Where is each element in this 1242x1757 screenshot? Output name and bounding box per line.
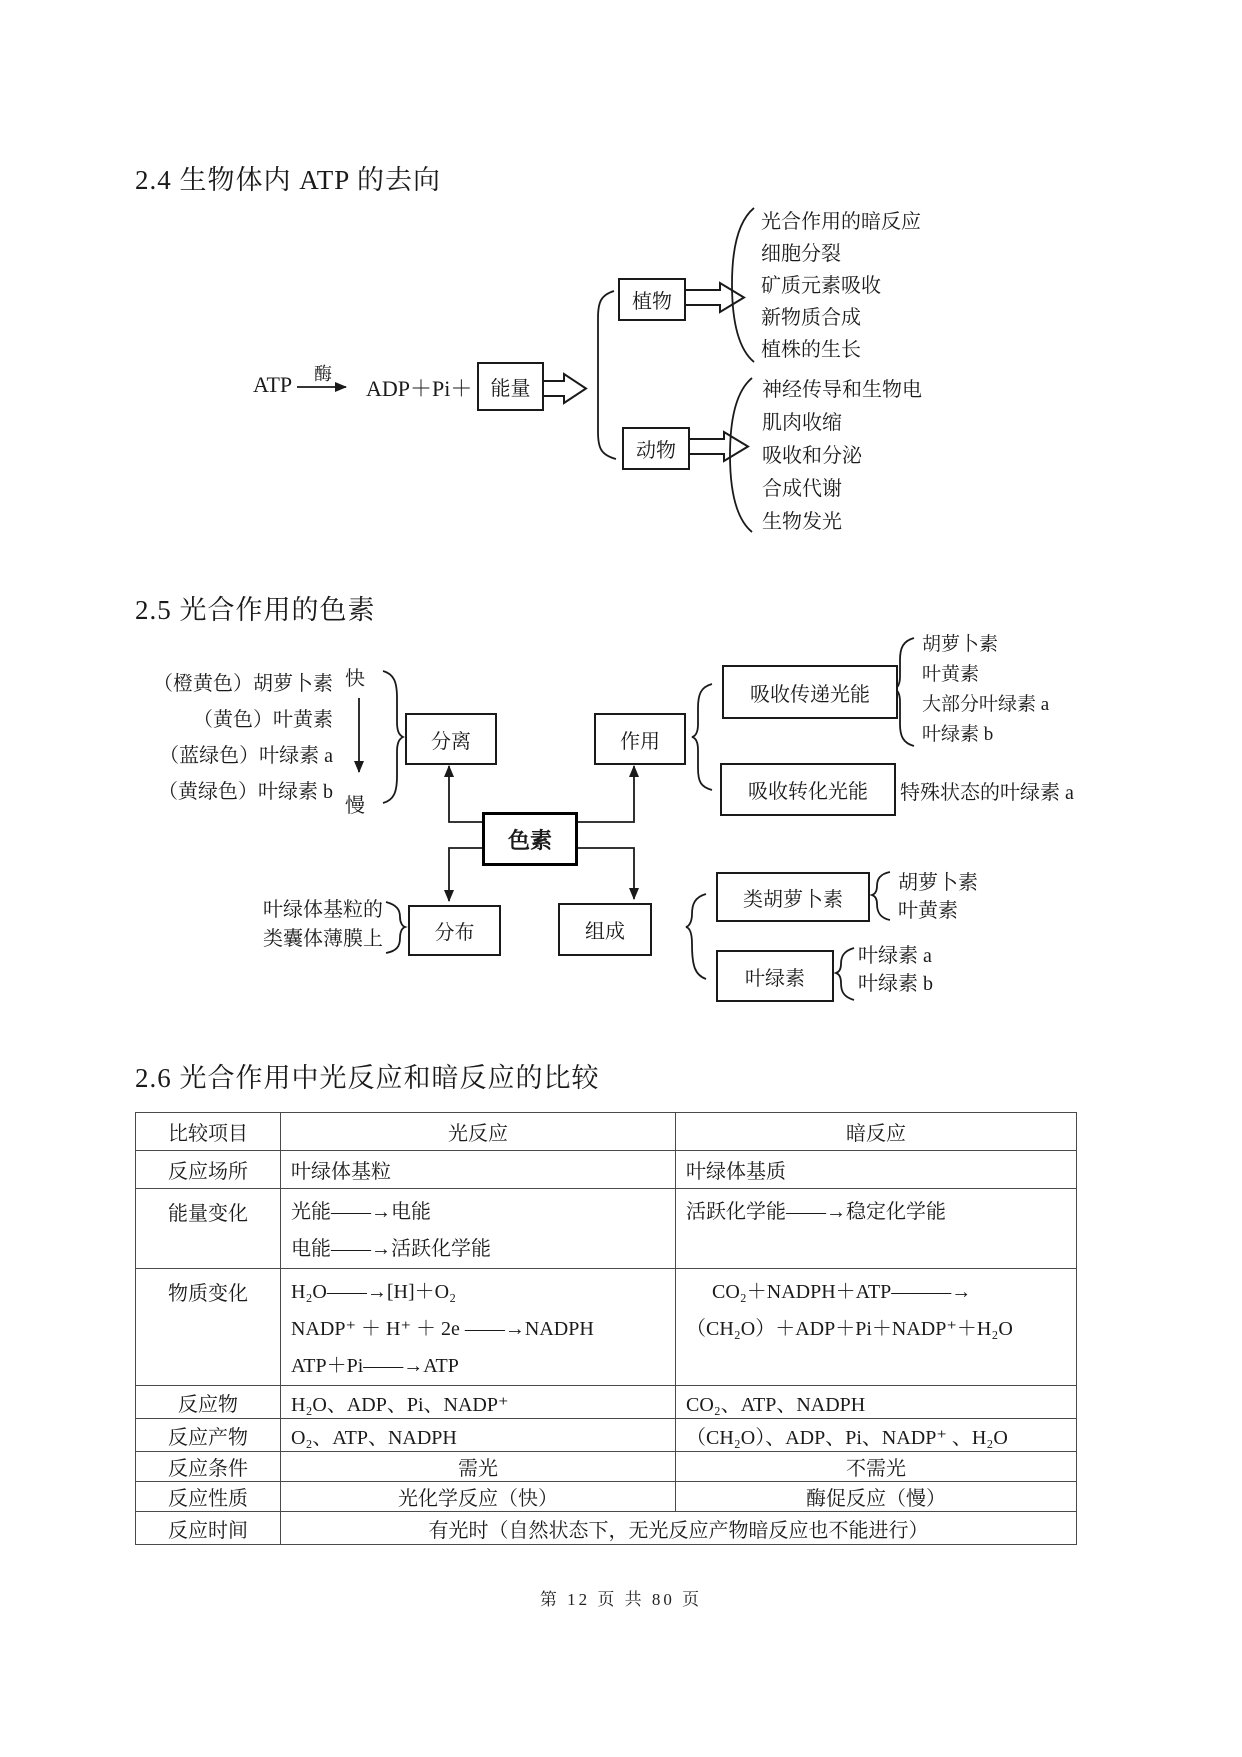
absorb-transfer-box: 吸收传递光能 <box>722 665 898 719</box>
light-cell <box>281 1269 676 1386</box>
cell-line: （CH₂O）＋ADP＋Pi＋NADP⁺＋H₂O <box>686 1318 1013 1340</box>
list-item: 生物发光 <box>762 511 842 533</box>
dark-cell <box>676 1189 1077 1269</box>
slow-label: 慢 <box>345 795 365 817</box>
distribution-box: 分布 <box>408 905 501 956</box>
chlorophyll-items-brace <box>836 948 854 1000</box>
cell-line: CO₂＋NADPH＋ATP———→ <box>712 1281 972 1303</box>
function-box: 作用 <box>594 713 686 765</box>
dark-cell: CO₂、ATP、NADPH <box>676 1386 1077 1419</box>
cell-line: 光能——→电能 <box>291 1201 431 1223</box>
list-item: 叶绿素 b <box>922 724 994 745</box>
dark-cell: （CH₂O）、ADP、Pi、NADP⁺ 、H₂O <box>676 1419 1077 1452</box>
list-item: （黄绿色）叶绿素 b <box>158 781 333 803</box>
row-label: 反应条件 <box>136 1452 281 1482</box>
pigment-to-distribution-line <box>449 848 482 901</box>
light-cell <box>281 1189 676 1269</box>
section-2-4-title: 2.4 生物体内 ATP 的去向 <box>135 165 442 195</box>
animal-box: 动物 <box>622 427 690 470</box>
light-cell: H₂O、ADP、Pi、NADP⁺ <box>281 1386 676 1419</box>
table-row <box>136 1452 1077 1482</box>
function-brace <box>692 684 712 790</box>
animal-uses-list <box>762 374 922 539</box>
table-row <box>136 1419 1077 1452</box>
convert-note: 特殊状态的叶绿素 a <box>900 782 1074 804</box>
column-header: 暗反应 <box>676 1113 1077 1151</box>
list-item: 叶绿素 b <box>858 973 933 995</box>
absorb-convert-box: 吸收转化光能 <box>720 763 896 816</box>
dark-cell: 酶促反应（慢） <box>676 1482 1077 1512</box>
list-item: 矿质元素吸收 <box>761 275 881 297</box>
note-line: 类囊体薄膜上 <box>263 928 383 950</box>
list-item: 光合作用的暗反应 <box>761 211 921 233</box>
list-item: 胡萝卜素 <box>898 872 978 894</box>
comparison-table <box>135 1112 1076 1545</box>
list-item: （蓝绿色）叶绿素 a <box>159 745 333 767</box>
list-item: 叶绿素 a <box>858 945 932 967</box>
table-header-row <box>136 1113 1077 1151</box>
enzyme-label: 酶 <box>314 364 332 384</box>
row-label: 能量变化 <box>136 1189 281 1269</box>
composition-box: 组成 <box>558 903 652 956</box>
pigment-to-separate-line <box>449 766 482 822</box>
list-item: 胡萝卜素 <box>922 634 999 655</box>
section-2-6-title: 2.6 光合作用中光反应和暗反应的比较 <box>135 1063 600 1093</box>
list-item: 植株的生长 <box>761 339 861 361</box>
page-number-footer: 第 12 页 共 80 页 <box>539 1590 703 1609</box>
note-line: 叶绿体基粒的 <box>263 899 383 921</box>
light-cell: O₂、ATP、NADPH <box>281 1419 676 1452</box>
plant-uses-list <box>761 206 921 366</box>
chlorophyll-items-list <box>858 942 933 998</box>
list-item: （橙黄色）胡萝卜素 <box>153 673 333 695</box>
light-cell: 光化学反应（快） <box>281 1482 676 1512</box>
plant-list-paren <box>732 208 754 362</box>
list-item: （黄色）叶黄素 <box>193 709 333 731</box>
atp-label: ATP <box>253 372 293 397</box>
row-label: 物质变化 <box>136 1269 281 1386</box>
cell-line: 电能——→活跃化学能 <box>291 1238 491 1260</box>
energy-block-arrow <box>541 374 586 403</box>
animal-block-arrow <box>688 432 748 461</box>
distribution-note <box>245 896 383 954</box>
light-cell: 叶绿体基粒 <box>281 1151 676 1189</box>
carotenoids-box: 类胡萝卜素 <box>716 872 870 922</box>
distribution-note-brace <box>386 902 405 953</box>
list-item: 叶黄素 <box>898 900 958 922</box>
chlorophyll-box: 叶绿素 <box>716 950 834 1002</box>
energy-box: 能量 <box>477 362 544 411</box>
list-item: 大部分叶绿素 a <box>922 694 1050 715</box>
carotenoid-items-brace <box>872 872 890 920</box>
pigment-box: 色素 <box>482 812 578 866</box>
dark-cell: 叶绿体基质 <box>676 1151 1077 1189</box>
table-row <box>136 1386 1077 1419</box>
cell-line: 活跃化学能——→稳定化学能 <box>686 1201 946 1223</box>
column-header: 比较项目 <box>136 1113 281 1151</box>
fast-label: 快 <box>345 668 365 690</box>
section-2-5-title: 2.5 光合作用的色素 <box>135 595 376 625</box>
list-item: 细胞分裂 <box>761 243 841 265</box>
table-row <box>136 1512 1077 1545</box>
carotenoid-items-list <box>898 869 978 925</box>
cell-line: ATP＋Pi——→ATP <box>291 1355 459 1377</box>
dark-cell <box>676 1269 1077 1386</box>
table-row <box>136 1482 1077 1512</box>
list-item: 吸收和分泌 <box>762 445 862 467</box>
plant-animal-split-brace <box>598 291 616 459</box>
table-row <box>136 1151 1077 1189</box>
pigment-to-composition-line <box>572 848 634 899</box>
row-label: 反应物 <box>136 1386 281 1419</box>
dark-cell: 不需光 <box>676 1452 1077 1482</box>
table-row <box>136 1189 1077 1269</box>
list-item: 合成代谢 <box>762 478 842 500</box>
pigment-to-function-line <box>572 766 634 822</box>
separate-box: 分离 <box>405 713 497 765</box>
span-cell: 有光时（自然状态下，无光反应产物暗反应也不能进行） <box>281 1512 1077 1545</box>
pigment-color-list <box>140 666 333 810</box>
plant-block-arrow <box>684 283 744 312</box>
cell-line: H₂O——→[H]＋O₂ <box>291 1281 457 1303</box>
composition-brace <box>686 894 706 979</box>
adp-pi-label: ADP＋Pi＋ <box>366 376 473 401</box>
list-item: 肌肉收缩 <box>762 412 842 434</box>
column-header: 光反应 <box>281 1113 676 1151</box>
list-item: 叶黄素 <box>922 664 980 685</box>
list-item: 神经传导和生物电 <box>762 379 922 401</box>
row-label: 反应性质 <box>136 1482 281 1512</box>
row-label: 反应场所 <box>136 1151 281 1189</box>
table-row <box>136 1269 1077 1386</box>
list-item: 新物质合成 <box>761 307 861 329</box>
row-label: 反应产物 <box>136 1419 281 1452</box>
pigment-list-brace <box>383 671 403 803</box>
cell-line: NADP⁺ ＋ H⁺ ＋ 2e ——→NADPH <box>291 1318 594 1340</box>
plant-box: 植物 <box>618 278 686 321</box>
row-label: 反应时间 <box>136 1512 281 1545</box>
transfer-pigments-list <box>922 630 1049 750</box>
light-cell: 需光 <box>281 1452 676 1482</box>
